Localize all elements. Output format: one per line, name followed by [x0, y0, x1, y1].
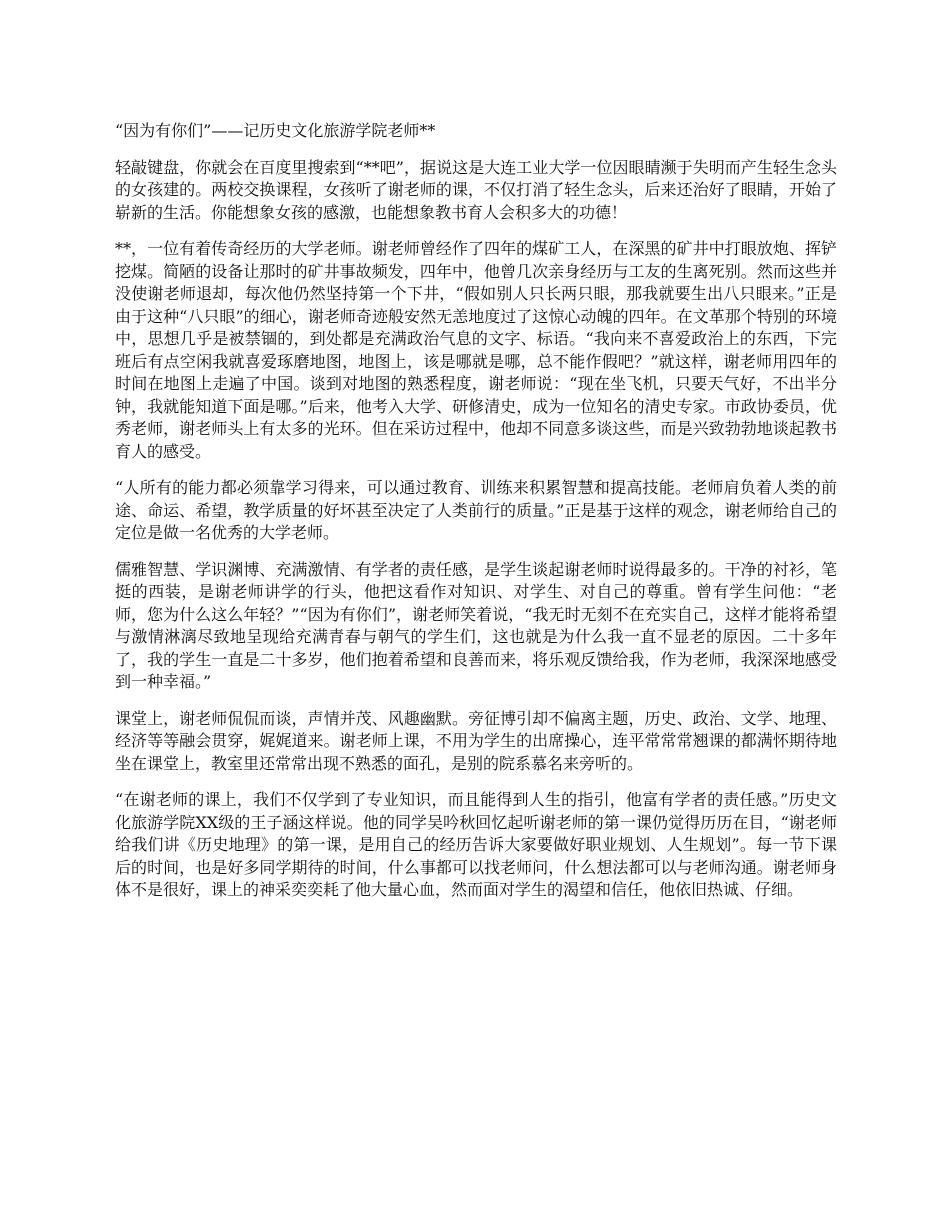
paragraph-5: 课堂上，谢老师侃侃而谈，声情并茂、风趣幽默。旁征博引却不偏离主题，历史、政治、文学、地理、经济等等融会贯穿，娓娓道来。谢老师上课，不用为学生的出席操心，连平常常常翘课的都满怀期待地坐在课堂上，教室里还常常出现不熟悉的面孔，是别的院系慕名来旁听的。 [115, 708, 837, 773]
paragraph-1: 轻敲键盘，你就会在百度里搜索到“**吧”，据说这是大连工业大学一位因眼睛濒于失明而产生轻生念头的女孩建的。两校交换课程，女孩听了谢老师的课，不仅打消了轻生念头，后来还治好了眼睛，开始了崭新的生活。你能想象女孩的感激，也能想象教书育人会积多大的功德！ [115, 157, 837, 222]
article-title: “因为有你们”——记历史文化旅游学院老师** [115, 121, 436, 140]
paragraph-2: **，一位有着传奇经历的大学老师。谢老师曾经作了四年的煤矿工人，在深黑的矿井中打眼放炮、挥铲挖煤。简陋的设备让那时的矿井事故频发，四年中，他曾几次亲身经历与工友的生离死别。然而这些并没使谢老师退却，每次他仍然坚持第一个下井，“假如别人只长两只眼，那我就要生出八只眼来。”正是由于这种“八只眼”的细心，谢老师奇迹般安然无恙地度过了这惊心动魄的四年。在文革那个特别的环境中，思想几乎是被禁锢的，到处都是充满政治气息的文字、标语。“我向来不喜爱政治上的东西，下完班后有点空闲我就喜爱琢磨地图，地图上，该是哪就是哪，总不能作假吧？”就这样，谢老师用四年的时间在地图上走遍了中国。谈到对地图的熟悉程度，谢老师说：“现在坐飞机，只要天气好，不出半分钟，我就能知道下面是哪。”后来，他考入大学、研修清史，成为一位知名的清史专家。市政协委员，优秀老师，谢老师头上有太多的光环。但在采访过程中，他却不同意多谈这些，而是兴致勃勃地谈起教书育人的感受。 [115, 239, 837, 461]
document-page [115, 120, 837, 916]
paragraph-3: “人所有的能力都必须靠学习得来，可以通过教育、训练来积累智慧和提高技能。老师肩负着人类的前途、命运、希望，教学质量的好坏甚至决定了人类前行的质量。”正是基于这样的观念，谢老师给自己的定位是做一名优秀的大学老师。 [115, 478, 837, 542]
paragraph-4: 儒雅智慧、学识渊博、充满激情、有学者的责任感，是学生谈起谢老师时说得最多的。干净的衬衫，笔挺的西装，是谢老师讲学的行头，他把这看作对知识、对学生、对自己的尊重。曾有学生问他：“老师，您为什么这么年轻？”“因为有你们”，谢老师笑着说，“我无时无刻不在充实自己，这样才能将希望与激情淋漓尽致地呈现给充满青春与朝气的学生们，这也就是为什么我一直不显老的原因。二十多年了，我的学生一直是二十多岁，他们抱着希望和良善而来，将乐观反馈给我，作为老师，我深深地感受到一种幸福。” [115, 559, 837, 691]
paragraph-6: “在谢老师的课上，我们不仅学到了专业知识，而且能得到人生的指引，他富有学者的责任感。”历史文化旅游学院XX级的王子涵这样说。他的同学吴吟秋回忆起听谢老师的第一课仍觉得历历在目，“谢老师给我们讲《历史地理》的第一课，是用自己的经历告诉大家要做好职业规划、人生规划”。每一节下课后的时间，也是好多同学期待的时间，什么事都可以找老师问，什么想法都可以与老师沟通。谢老师身体不是很好，课上的神采奕奕耗了他大量心血，然而面对学生的渴望和信任，他依旧热诚、仔细。 [115, 790, 837, 899]
